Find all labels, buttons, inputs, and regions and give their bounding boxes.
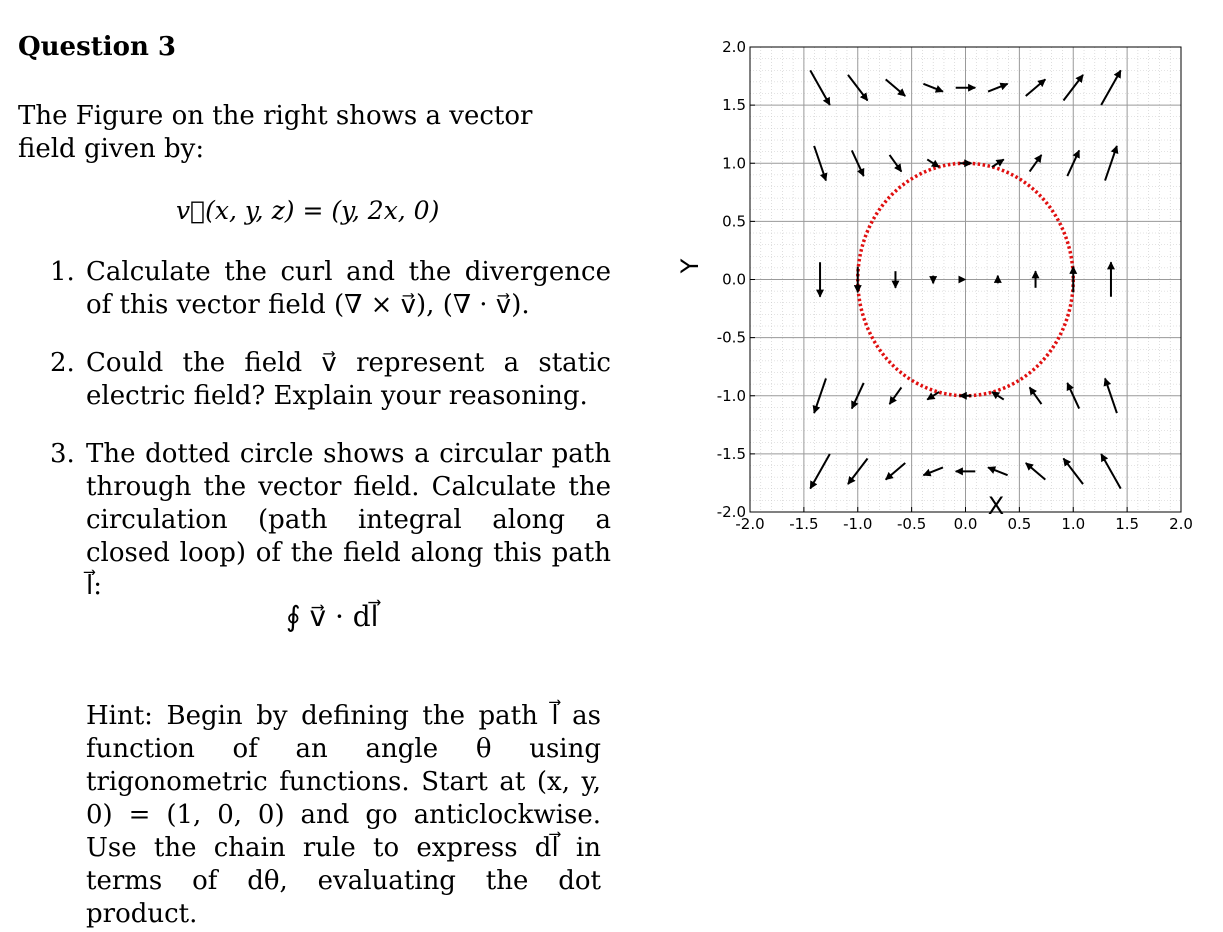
intro-text: The Figure on the right shows a vector field given by: [18, 101, 533, 164]
task-number: 2. [50, 348, 75, 378]
task-text: Calculate the curl and the divergence of this vector field (∇ × v⃗), (∇ · v⃗). [86, 257, 611, 320]
circulation-integral: ∮ v⃗ · dl⃗ [286, 600, 379, 633]
y-tick-label: -1.5 [716, 444, 746, 463]
y-axis-label: Y [676, 258, 704, 274]
task-text: The dotted circle shows a circular path through the vector field. Calculate the circulation (path integral along a closed loop) of the field along this path l⃗: [86, 439, 611, 601]
x-tick-label: -1.0 [843, 515, 873, 533]
field-arrow [1101, 70, 1121, 105]
task-number: 3. [50, 439, 75, 469]
y-tick-label: 2.0 [722, 38, 746, 56]
hint-text: Hint: Begin by defining the path l⃗ as function of an angle θ using trigonometric functions. Start at (x, y, 0) = (1, 0, 0) and go anticlockwise. Use the chain rule to express dl⃗ in terms of dθ, evaluating the dot product. [86, 701, 601, 929]
x-tick-label: 0.0 [953, 515, 978, 533]
task-text: Could the field v⃗ represent a static electric field? Explain your reasoning. [86, 348, 611, 411]
field-arrow [810, 70, 830, 105]
task-number: 1. [50, 257, 75, 287]
x-tick-label: -0.5 [896, 515, 927, 533]
x-tick-label: 1.5 [1115, 515, 1140, 533]
y-tick-label: -2.0 [716, 503, 746, 521]
field-arrow [810, 454, 830, 489]
y-tick-label: 1.0 [722, 154, 746, 173]
x-tick-label: 1.0 [1061, 515, 1086, 533]
x-axis-label: X [987, 492, 1005, 520]
field-arrow [1101, 454, 1121, 489]
y-tick-label: 1.5 [722, 96, 746, 115]
field-arrow [988, 84, 1008, 92]
field-equation: v⃗(x, y, z) = (y, 2x, 0) [176, 196, 440, 225]
x-tick-label: 0.5 [1007, 515, 1032, 533]
question-title: Question 3 [18, 32, 177, 62]
vector-field-chart [676, 30, 1200, 533]
y-tick-label: 0.0 [722, 270, 746, 289]
y-tick-label: 0.5 [722, 212, 746, 231]
y-tick-label: -1.0 [716, 386, 746, 405]
y-tick-label: -0.5 [716, 328, 746, 347]
x-tick-label: -2.0 [735, 515, 765, 533]
field-arrow [923, 84, 943, 92]
x-tick-label: -1.5 [789, 515, 819, 533]
grid-lines [750, 47, 1181, 512]
x-tick-label: 2.0 [1169, 515, 1193, 533]
